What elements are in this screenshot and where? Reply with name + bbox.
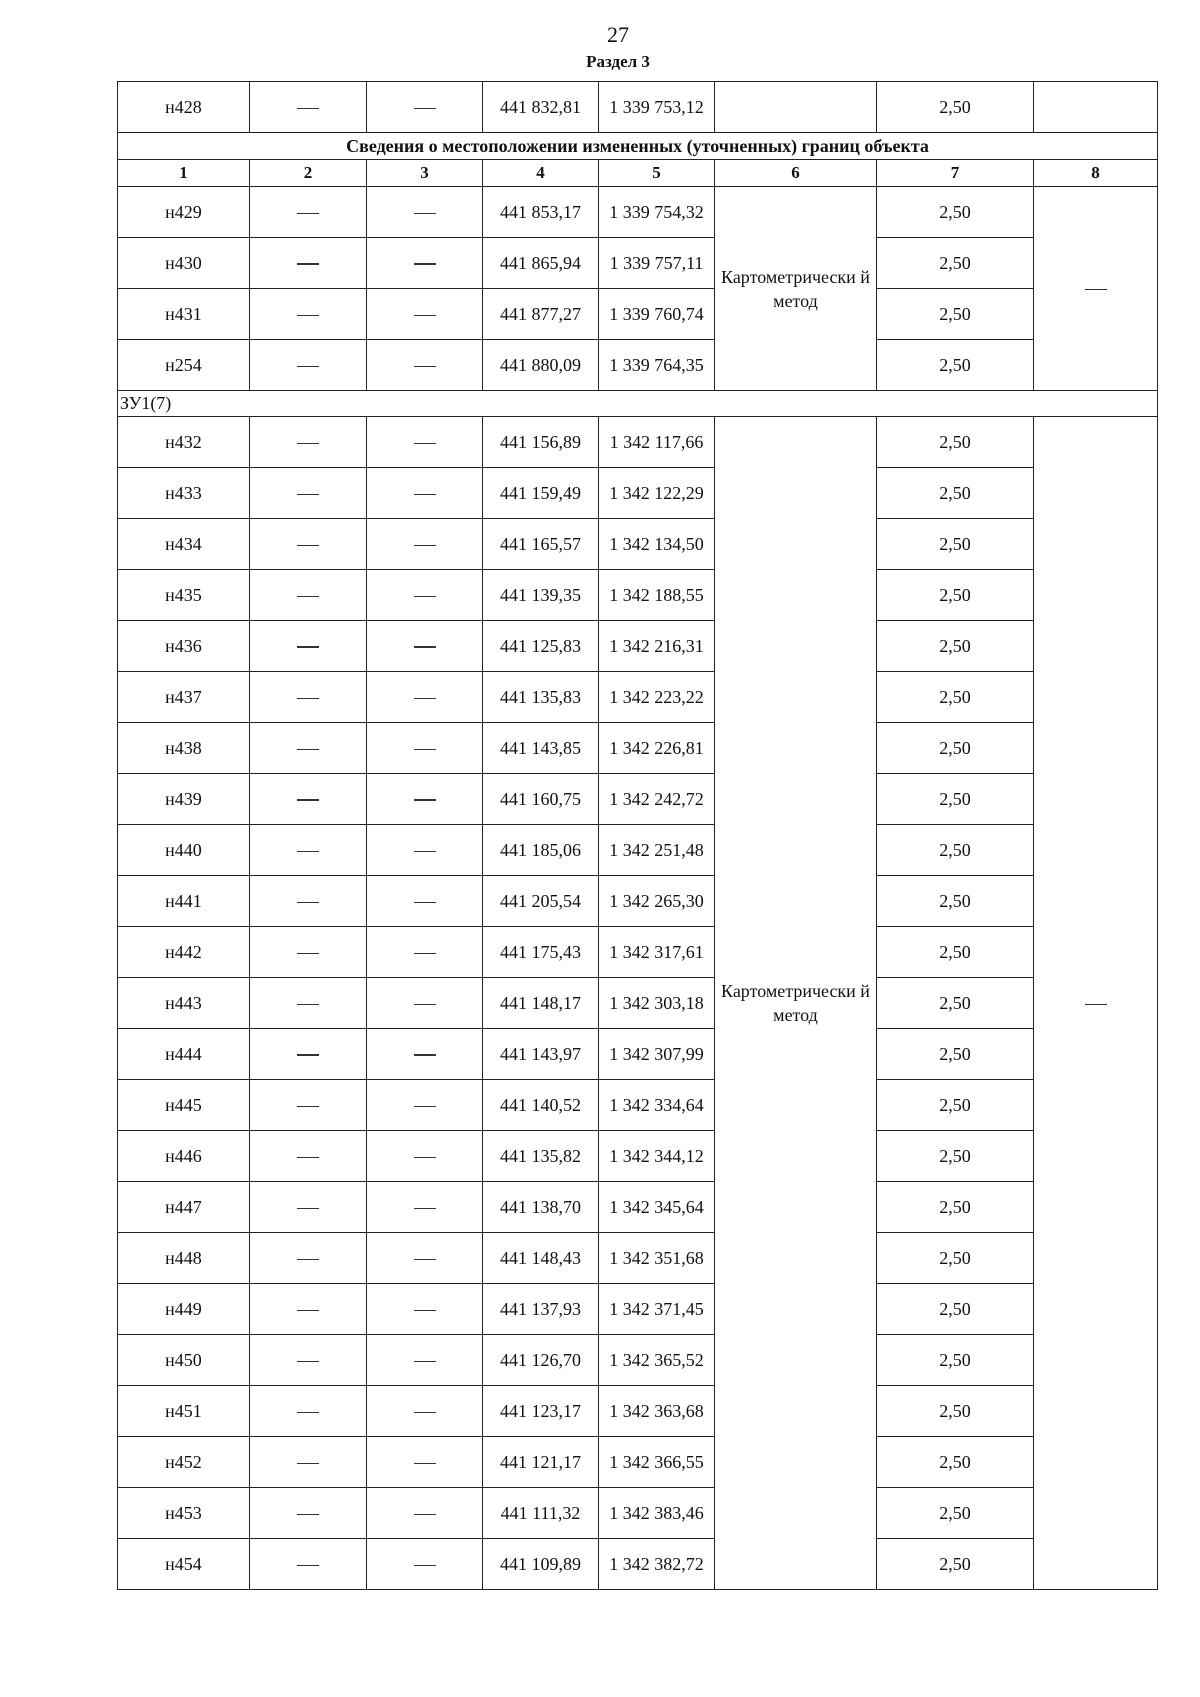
dash-mark	[297, 1514, 319, 1515]
column-number: 3	[367, 160, 483, 187]
accuracy-cell: 2,50	[877, 238, 1034, 289]
dash-cell	[250, 187, 367, 238]
y-cell: 1 342 366,55	[599, 1437, 715, 1488]
point-cell: н439	[118, 774, 250, 825]
dash-mark	[297, 1463, 319, 1464]
dash-mark	[414, 799, 436, 801]
table-row	[118, 1182, 1158, 1233]
dash-mark	[297, 315, 319, 316]
table-row	[118, 417, 1158, 468]
x-cell: 441 143,97	[483, 1029, 599, 1080]
dash-mark	[297, 1565, 319, 1566]
table-row	[118, 570, 1158, 621]
x-cell: 441 109,89	[483, 1539, 599, 1590]
accuracy-cell: 2,50	[877, 978, 1034, 1029]
point-cell: н442	[118, 927, 250, 978]
dash-mark	[414, 1004, 436, 1005]
dash-cell	[367, 570, 483, 621]
dash-mark	[414, 443, 436, 444]
accuracy-cell: 2,50	[877, 468, 1034, 519]
dash-cell	[367, 519, 483, 570]
dash-cell	[250, 723, 367, 774]
point-cell: н452	[118, 1437, 250, 1488]
accuracy-cell: 2,50	[877, 1080, 1034, 1131]
y-cell: 1 342 365,52	[599, 1335, 715, 1386]
dash-mark	[297, 851, 319, 852]
y-cell: 1 339 757,11	[599, 238, 715, 289]
accuracy-cell: 2,50	[877, 1335, 1034, 1386]
point-cell: н453	[118, 1488, 250, 1539]
dash-mark	[297, 263, 319, 265]
dash-mark	[414, 1565, 436, 1566]
accuracy-cell: 2,50	[877, 1233, 1034, 1284]
table-row	[118, 1029, 1158, 1080]
table-row	[118, 774, 1158, 825]
dash-cell	[250, 1131, 367, 1182]
dash-cell	[367, 825, 483, 876]
point-cell: н437	[118, 672, 250, 723]
dash-mark	[297, 902, 319, 903]
dash-mark	[297, 1004, 319, 1005]
dash-cell	[250, 1437, 367, 1488]
x-cell: 441 123,17	[483, 1386, 599, 1437]
point-cell: н449	[118, 1284, 250, 1335]
dash-cell	[367, 1284, 483, 1335]
y-cell: 1 342 345,64	[599, 1182, 715, 1233]
table-row	[118, 1233, 1158, 1284]
dash-mark	[297, 1310, 319, 1311]
y-cell: 1 339 754,32	[599, 187, 715, 238]
accuracy-cell: 2,50	[877, 570, 1034, 621]
point-cell: н438	[118, 723, 250, 774]
point-cell: н436	[118, 621, 250, 672]
y-cell: 1 342 223,22	[599, 672, 715, 723]
y-cell: 1 342 382,72	[599, 1539, 715, 1590]
y-cell: 1 342 188,55	[599, 570, 715, 621]
dash-mark	[297, 213, 319, 214]
table-row	[118, 1488, 1158, 1539]
x-cell: 441 138,70	[483, 1182, 599, 1233]
column-number-row	[118, 160, 1158, 187]
column-number: 5	[599, 160, 715, 187]
dash-cell	[367, 1488, 483, 1539]
point-cell: н450	[118, 1335, 250, 1386]
x-cell: 441 185,06	[483, 825, 599, 876]
column-number: 2	[250, 160, 367, 187]
point-cell: н441	[118, 876, 250, 927]
dash-cell	[367, 1182, 483, 1233]
x-cell: 441 880,09	[483, 340, 599, 391]
dash-cell	[367, 978, 483, 1029]
table-row	[118, 1539, 1158, 1590]
dash-cell	[367, 340, 483, 391]
dash-mark	[297, 1259, 319, 1260]
dash-mark	[414, 315, 436, 316]
dash-mark	[297, 545, 319, 546]
dash-mark	[414, 1259, 436, 1260]
dash-cell	[250, 82, 367, 133]
dash-mark	[414, 749, 436, 750]
table-row	[118, 1080, 1158, 1131]
dash-mark	[414, 1412, 436, 1413]
dash-mark	[1085, 289, 1107, 290]
y-cell: 1 342 216,31	[599, 621, 715, 672]
dash-mark	[414, 494, 436, 495]
dash-mark	[414, 953, 436, 954]
dash-mark	[297, 443, 319, 444]
point-cell: н446	[118, 1131, 250, 1182]
dash-cell	[367, 82, 483, 133]
x-cell: 441 156,89	[483, 417, 599, 468]
dash-mark	[414, 108, 436, 109]
dash-mark	[297, 1361, 319, 1362]
section-heading: Сведения о местоположении измененных (уточненных) границ объекта	[118, 133, 1158, 160]
table-row	[118, 927, 1158, 978]
dash-cell	[250, 238, 367, 289]
y-cell: 1 342 344,12	[599, 1131, 715, 1182]
dash-mark	[414, 1106, 436, 1107]
point-cell: н443	[118, 978, 250, 1029]
table-row	[118, 187, 1158, 238]
accuracy-cell: 2,50	[877, 774, 1034, 825]
x-cell: 441 139,35	[483, 570, 599, 621]
dash-mark	[414, 1054, 436, 1056]
x-cell: 441 121,17	[483, 1437, 599, 1488]
dash-mark	[414, 545, 436, 546]
table-row	[118, 1335, 1158, 1386]
accuracy-cell: 2,50	[877, 187, 1034, 238]
dash-mark	[297, 1157, 319, 1158]
point-cell: н448	[118, 1233, 250, 1284]
x-cell: 441 143,85	[483, 723, 599, 774]
accuracy-cell: 2,50	[877, 1284, 1034, 1335]
point-cell: н432	[118, 417, 250, 468]
y-cell: 1 342 265,30	[599, 876, 715, 927]
x-cell: 441 205,54	[483, 876, 599, 927]
dash-cell	[250, 289, 367, 340]
dash-mark	[297, 366, 319, 367]
x-cell: 441 125,83	[483, 621, 599, 672]
notes-cell	[1034, 187, 1158, 391]
y-cell: 1 339 760,74	[599, 289, 715, 340]
dash-cell	[250, 570, 367, 621]
table-row	[118, 825, 1158, 876]
dash-cell	[250, 417, 367, 468]
x-cell: 441 832,81	[483, 82, 599, 133]
x-cell: 441 135,83	[483, 672, 599, 723]
dash-cell	[367, 238, 483, 289]
x-cell: 441 865,94	[483, 238, 599, 289]
table-row	[118, 723, 1158, 774]
y-cell: 1 342 117,66	[599, 417, 715, 468]
accuracy-cell: 2,50	[877, 1488, 1034, 1539]
dash-mark	[297, 1106, 319, 1107]
group-label-row	[118, 391, 1158, 417]
dash-mark	[414, 1463, 436, 1464]
dash-cell	[250, 1539, 367, 1590]
dash-cell	[367, 876, 483, 927]
x-cell: 441 137,93	[483, 1284, 599, 1335]
point-cell: н440	[118, 825, 250, 876]
dash-cell	[250, 876, 367, 927]
dash-mark	[414, 366, 436, 367]
accuracy-cell: 2,50	[877, 672, 1034, 723]
accuracy-cell: 2,50	[877, 289, 1034, 340]
dash-cell	[367, 1437, 483, 1488]
dash-cell	[367, 289, 483, 340]
x-cell: 441 135,82	[483, 1131, 599, 1182]
dash-mark	[297, 698, 319, 699]
y-cell: 1 342 383,46	[599, 1488, 715, 1539]
dash-cell	[367, 672, 483, 723]
x-cell: 441 853,17	[483, 187, 599, 238]
dash-cell	[250, 978, 367, 1029]
x-cell: 441 877,27	[483, 289, 599, 340]
dash-mark	[414, 213, 436, 214]
dash-cell	[367, 468, 483, 519]
table-row	[118, 876, 1158, 927]
table-row	[118, 1437, 1158, 1488]
table-row	[118, 672, 1158, 723]
y-cell: 1 342 371,45	[599, 1284, 715, 1335]
accuracy-cell: 2,50	[877, 1386, 1034, 1437]
dash-mark	[414, 851, 436, 852]
dash-cell	[367, 927, 483, 978]
point-cell: н454	[118, 1539, 250, 1590]
accuracy-cell: 2,50	[877, 723, 1034, 774]
dash-cell	[367, 621, 483, 672]
method-cell: Картометрически й метод	[715, 417, 877, 1590]
dash-cell	[367, 1029, 483, 1080]
column-number: 4	[483, 160, 599, 187]
x-cell: 441 159,49	[483, 468, 599, 519]
dash-mark	[414, 1514, 436, 1515]
point-cell: н431	[118, 289, 250, 340]
x-cell: 441 140,52	[483, 1080, 599, 1131]
dash-mark	[414, 902, 436, 903]
dash-mark	[414, 1361, 436, 1362]
y-cell: 1 342 303,18	[599, 978, 715, 1029]
empty-cell	[715, 82, 877, 133]
table-row	[118, 82, 1158, 133]
dash-mark	[297, 108, 319, 109]
group-label: ЗУ1(7)	[118, 391, 1158, 417]
dash-cell	[250, 927, 367, 978]
dash-cell	[250, 340, 367, 391]
accuracy-cell: 2,50	[877, 417, 1034, 468]
dash-mark	[414, 1208, 436, 1209]
y-cell: 1 342 242,72	[599, 774, 715, 825]
x-cell: 441 111,32	[483, 1488, 599, 1539]
notes-cell	[1034, 417, 1158, 1590]
empty-cell	[1034, 82, 1158, 133]
x-cell: 441 160,75	[483, 774, 599, 825]
dash-mark	[414, 646, 436, 648]
point-cell: н254	[118, 340, 250, 391]
dash-cell	[367, 1233, 483, 1284]
dash-mark	[1085, 1004, 1107, 1005]
section-title: Раздел 3	[586, 52, 650, 71]
accuracy-cell: 2,50	[877, 927, 1034, 978]
dash-mark	[297, 799, 319, 801]
accuracy-cell: 2,50	[877, 825, 1034, 876]
y-cell: 1 342 226,81	[599, 723, 715, 774]
table-row	[118, 1386, 1158, 1437]
accuracy-cell: 2,50	[877, 1131, 1034, 1182]
y-cell: 1 342 122,29	[599, 468, 715, 519]
accuracy-cell: 2,50	[877, 621, 1034, 672]
page-number: 27	[607, 22, 629, 47]
dash-cell	[250, 1335, 367, 1386]
dash-mark	[297, 596, 319, 597]
dash-mark	[414, 263, 436, 265]
method-cell: Картометрически й метод	[715, 187, 877, 391]
coordinates-table	[117, 81, 1158, 1590]
dash-cell	[367, 774, 483, 825]
table-row	[118, 519, 1158, 570]
x-cell: 441 175,43	[483, 927, 599, 978]
dash-cell	[250, 774, 367, 825]
dash-mark	[414, 1310, 436, 1311]
column-number: 6	[715, 160, 877, 187]
dash-cell	[367, 1080, 483, 1131]
x-cell: 441 126,70	[483, 1335, 599, 1386]
column-number: 8	[1034, 160, 1158, 187]
y-cell: 1 339 753,12	[599, 82, 715, 133]
dash-cell	[367, 1386, 483, 1437]
column-number: 7	[877, 160, 1034, 187]
point-cell: н434	[118, 519, 250, 570]
dash-mark	[414, 1157, 436, 1158]
dash-cell	[250, 1080, 367, 1131]
accuracy-cell: 2,50	[877, 519, 1034, 570]
dash-mark	[297, 1412, 319, 1413]
point-cell: н445	[118, 1080, 250, 1131]
point-cell: н430	[118, 238, 250, 289]
dash-mark	[297, 1208, 319, 1209]
table-row	[118, 1284, 1158, 1335]
dash-mark	[297, 494, 319, 495]
dash-cell	[367, 1131, 483, 1182]
point-cell: н444	[118, 1029, 250, 1080]
table-row	[118, 289, 1158, 340]
point-cell: н429	[118, 187, 250, 238]
dash-cell	[367, 1335, 483, 1386]
accuracy-cell: 2,50	[877, 1182, 1034, 1233]
accuracy-cell: 2,50	[877, 340, 1034, 391]
dash-cell	[367, 1539, 483, 1590]
y-cell: 1 339 764,35	[599, 340, 715, 391]
point-cell: н428	[118, 82, 250, 133]
y-cell: 1 342 307,99	[599, 1029, 715, 1080]
dash-cell	[250, 825, 367, 876]
dash-mark	[297, 749, 319, 750]
dash-cell	[250, 519, 367, 570]
dash-cell	[367, 417, 483, 468]
y-cell: 1 342 134,50	[599, 519, 715, 570]
accuracy-cell: 2,50	[877, 876, 1034, 927]
accuracy-cell: 2,50	[877, 1029, 1034, 1080]
dash-mark	[297, 646, 319, 648]
dash-cell	[250, 672, 367, 723]
dash-mark	[414, 698, 436, 699]
x-cell: 441 148,43	[483, 1233, 599, 1284]
accuracy-cell: 2,50	[877, 82, 1034, 133]
dash-cell	[250, 1029, 367, 1080]
y-cell: 1 342 251,48	[599, 825, 715, 876]
dash-cell	[250, 1488, 367, 1539]
table-row	[118, 238, 1158, 289]
table-row	[118, 978, 1158, 1029]
column-number: 1	[118, 160, 250, 187]
section-heading-row	[118, 133, 1158, 160]
accuracy-cell: 2,50	[877, 1437, 1034, 1488]
dash-cell	[250, 1284, 367, 1335]
point-cell: н447	[118, 1182, 250, 1233]
y-cell: 1 342 334,64	[599, 1080, 715, 1131]
dash-cell	[250, 1386, 367, 1437]
x-cell: 441 165,57	[483, 519, 599, 570]
dash-cell	[250, 1233, 367, 1284]
table-row	[118, 621, 1158, 672]
point-cell: н451	[118, 1386, 250, 1437]
table-row	[118, 1131, 1158, 1182]
table-row	[118, 468, 1158, 519]
dash-mark	[297, 1054, 319, 1056]
x-cell: 441 148,17	[483, 978, 599, 1029]
dash-mark	[297, 953, 319, 954]
y-cell: 1 342 351,68	[599, 1233, 715, 1284]
dash-cell	[250, 468, 367, 519]
point-cell: н435	[118, 570, 250, 621]
dash-cell	[367, 187, 483, 238]
dash-cell	[250, 1182, 367, 1233]
point-cell: н433	[118, 468, 250, 519]
dash-cell	[250, 621, 367, 672]
accuracy-cell: 2,50	[877, 1539, 1034, 1590]
y-cell: 1 342 363,68	[599, 1386, 715, 1437]
y-cell: 1 342 317,61	[599, 927, 715, 978]
dash-cell	[367, 723, 483, 774]
dash-mark	[414, 596, 436, 597]
table-row	[118, 340, 1158, 391]
